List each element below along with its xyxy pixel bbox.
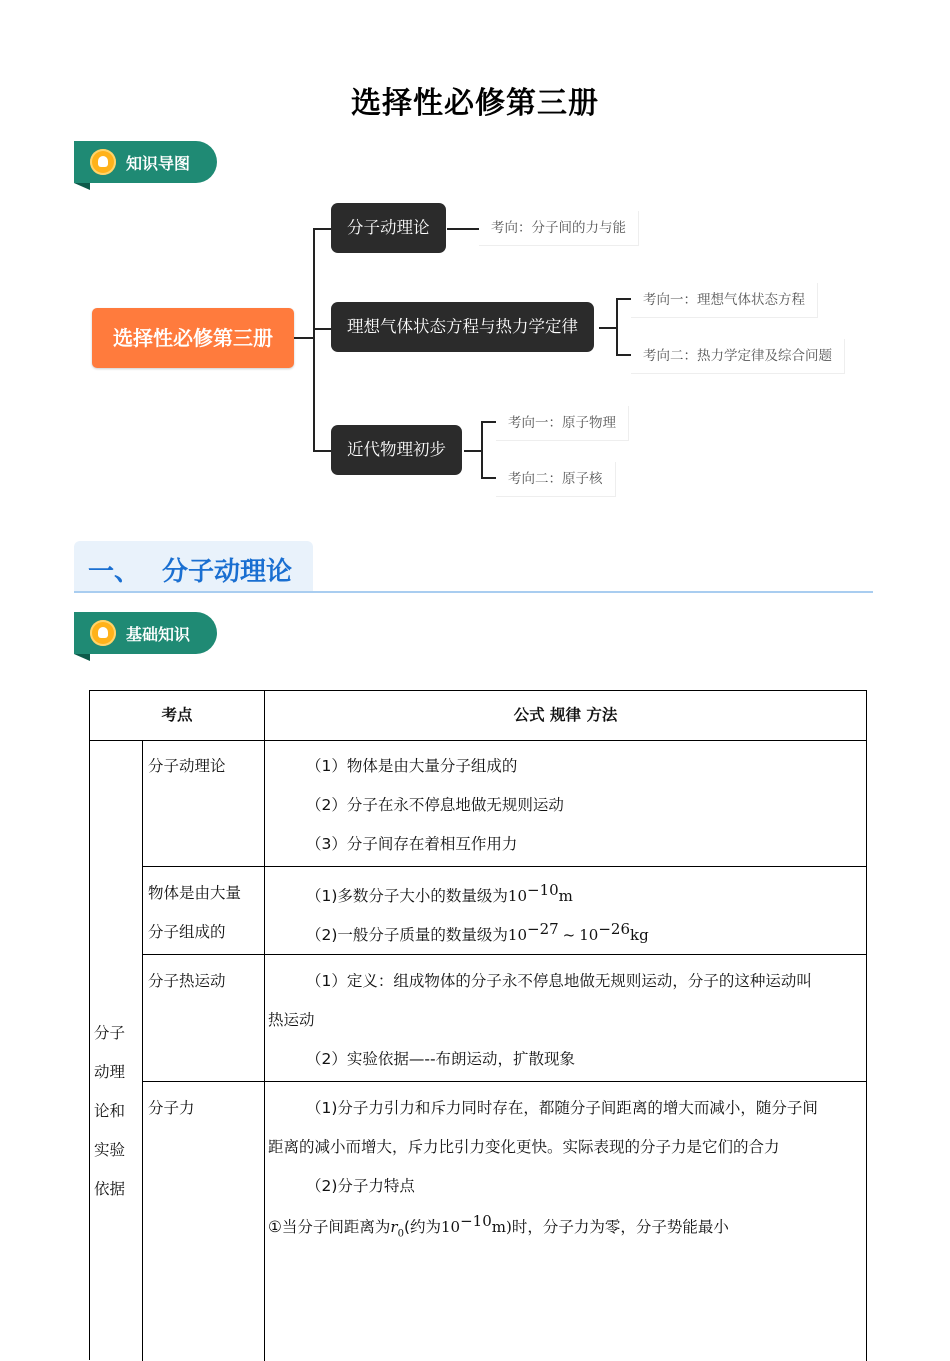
tag-fold: [74, 654, 90, 661]
group-label: 分子 动理 论和 实验 依据: [94, 1024, 126, 1198]
lightbulb-icon: [90, 149, 116, 175]
row3-topic: 分子热运动: [148, 972, 226, 990]
connector: [313, 228, 332, 230]
row2-line2: （2)一般分子质量的数量级为$10^{-27}$ ~ $10^{-26}kg$: [306, 920, 649, 945]
tag-fold: [74, 183, 90, 190]
row4-line3: ①当分子间距离为$r_0$(约为$10^{-10}m$)时，分子力为零，分子势能最小: [268, 1212, 729, 1240]
branch-node-1: 分子动理论: [331, 203, 446, 253]
row3-line1: （1）定义：组成物体的分子永不停息地做无规则运动，分子的这种运动叫: [306, 972, 812, 990]
leaf-1-1: 考向：分子间的力与能: [479, 211, 639, 246]
row1-topic: 分子动理论: [148, 757, 226, 775]
leaf-3-1: 考向一：原子物理: [496, 406, 629, 441]
row4-topic: 分子力: [148, 1099, 195, 1117]
table-header-method: 公式 规律 方法: [264, 690, 867, 741]
connector: [313, 450, 332, 452]
row1-line1: （1）物体是由大量分子组成的: [306, 757, 518, 775]
section-title: 分子动理论: [162, 557, 293, 587]
connector: [313, 328, 332, 330]
section-heading: [88, 551, 292, 588]
connector: [481, 421, 483, 478]
connector: [294, 337, 314, 339]
row3-line2: （2）实验依据—--布朗运动，扩散现象: [306, 1050, 576, 1068]
lightbulb-icon: [90, 620, 116, 646]
leaf-2-2: 考向二：热力学定律及综合问题: [631, 339, 845, 374]
connector: [481, 421, 497, 423]
table-row: [142, 1081, 265, 1361]
branch-node-3: 近代物理初步: [331, 425, 462, 475]
connector: [616, 298, 618, 355]
connector: [481, 477, 497, 479]
connector: [616, 298, 632, 300]
mindmap-section-tag: [74, 141, 217, 183]
leaf-3-2: 考向二：原子核: [496, 462, 616, 497]
row4-line1-cont: 距离的减小而增大，斥力比引力变化更快。实际表现的分子力是它们的合力: [268, 1138, 780, 1156]
row3-line1-cont: 热运动: [268, 1011, 315, 1029]
basics-section-tag: [74, 612, 217, 654]
row4-line1: （1)分子力引力和斥力同时存在，都随分子间距离的增大而减小，随分子间: [306, 1099, 818, 1117]
tag-label: 基础知识: [126, 625, 191, 644]
connector: [464, 450, 482, 452]
row2-topic-line2: 分子组成的: [148, 923, 226, 941]
table-header-topic: 考点: [89, 690, 265, 741]
branch-node-2: 理想气体状态方程与热力学定律: [331, 302, 594, 352]
section-heading-underline: [74, 591, 873, 593]
row2-line1: （1)多数分子大小的数量级为$10^{-10}m$: [306, 881, 573, 906]
section-number: 一、: [88, 557, 141, 587]
row1-line3: （3）分子间存在着相互作用力: [306, 835, 518, 853]
connector: [447, 228, 480, 230]
leaf-2-1: 考向一：理想气体状态方程: [631, 283, 818, 318]
row1-line2: （2）分子在永不停息地做无规则运动: [306, 796, 564, 814]
tag-label: 知识导图: [126, 154, 191, 173]
connector: [599, 327, 617, 329]
connector: [313, 228, 315, 452]
document-title: 选择性必修第三册: [351, 86, 599, 121]
row2-topic-line1: 物体是由大量: [148, 884, 242, 902]
connector: [616, 354, 632, 356]
mindmap-root: 选择性必修第三册: [92, 308, 294, 368]
row4-line2: （2)分子力特点: [306, 1177, 415, 1195]
